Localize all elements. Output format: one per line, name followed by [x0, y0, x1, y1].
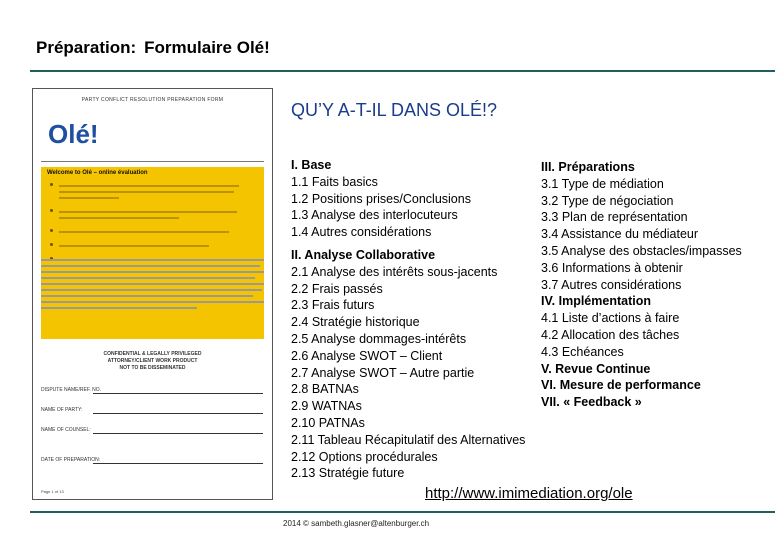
form-header: PARTY CONFLICT RESOLUTION PREPARATION FORM [81, 97, 224, 103]
list-item: 2.9 WATNAs [291, 399, 362, 414]
form-paragraph [41, 259, 264, 313]
list-item: 2.11 Tableau Récapitulatif des Alternatives [291, 432, 526, 447]
form-field-party: NAME OF PARTY: [41, 407, 83, 413]
list-item: 2.5 Analyse dommages-intérêts [291, 331, 467, 346]
list-item: 4.2 Allocation des tâches [541, 327, 680, 342]
form-field-date: DATE OF PREPARATION: [41, 457, 100, 463]
welcome-box [41, 167, 264, 339]
ole-logo: Olé! [48, 119, 99, 149]
list-item: 1.2 Positions prises/Conclusions [291, 191, 471, 206]
list-item: 1.3 Analyse des interlocuteurs [291, 208, 458, 223]
left-column [291, 157, 525, 482]
list-item: 2.1 Analyse des intérêts sous-jacents [291, 264, 498, 279]
section-heading: QU’Y A-T-IL DANS OLÉ!? [291, 100, 498, 120]
list-item: 4.1 Liste d’actions à faire [541, 311, 680, 326]
footer-copyright: 2014 © sambeth.glasner@altenburger.ch [283, 519, 430, 528]
form-field-counsel: NAME OF COUNSEL: [41, 427, 91, 433]
list-item: 1.1 Faits basics [291, 174, 378, 189]
form-thumbnail [32, 88, 273, 500]
form-footer: Page 1 of 13 [41, 489, 64, 494]
list-item: 3.3 Plan de représentation [541, 210, 688, 225]
list-item: 2.3 Frais futurs [291, 298, 375, 313]
list-item: 3.4 Assistance du médiateur [541, 227, 699, 242]
form-field-dispute: DISPUTE NAME/REF. NO. [41, 387, 101, 393]
top-divider [30, 70, 775, 72]
list-item: 4.3 Echéances [541, 344, 624, 359]
list-item: 2.10 PATNAs [291, 415, 365, 430]
list-item: 2.7 Analyse SWOT – Autre partie [291, 365, 475, 380]
list-item: 2.2 Frais passés [291, 281, 383, 296]
bottom-divider [30, 511, 775, 513]
ole-link[interactable]: http://www.imimediation.org/ole [425, 485, 633, 502]
section-collaborative: II. Analyse Collaborative [291, 247, 436, 262]
list-item: 2.8 BATNAs [291, 382, 359, 397]
list-item: 3.7 Autres considérations [541, 277, 682, 292]
list-item: 3.1 Type de médiation [541, 176, 664, 191]
list-item: 2.12 Options procédurales [291, 449, 438, 464]
list-item: 3.5 Analyse des obstacles/impasses [541, 243, 742, 258]
list-item: 2.6 Analyse SWOT – Client [291, 348, 443, 363]
section-implementation: IV. Implémentation [541, 294, 651, 309]
welcome-box-body [47, 183, 258, 187]
section-feedback: VII. « Feedback » [541, 395, 642, 410]
section-review: V. Revue Continue [541, 361, 651, 376]
list-item: 3.2 Type de négociation [541, 193, 674, 208]
welcome-box-title: Welcome to Olé – online évaluation [47, 170, 148, 176]
list-item: 3.6 Informations à obtenir [541, 260, 683, 275]
list-item: 1.4 Autres considérations [291, 225, 432, 240]
list-item: 2.13 Stratégie future [291, 466, 405, 481]
form-divider [41, 161, 264, 162]
section-performance: VI. Mesure de performance [541, 378, 701, 393]
title-main: Préparation: [36, 38, 137, 57]
section-base: I. Base [291, 158, 332, 172]
list-item: 2.4 Stratégie historique [291, 315, 420, 330]
right-column [541, 159, 742, 411]
confidential-notice: CONFIDENTIAL & LEGALLY PRIVILEGED ATTORNEY/CLIENT WORK PRODUCT NOT TO BE DISSEMINATED [103, 351, 202, 371]
title-sub: Formulaire Olé! [144, 38, 270, 57]
section-preparations: III. Préparations [541, 160, 635, 174]
page-title [36, 38, 270, 58]
